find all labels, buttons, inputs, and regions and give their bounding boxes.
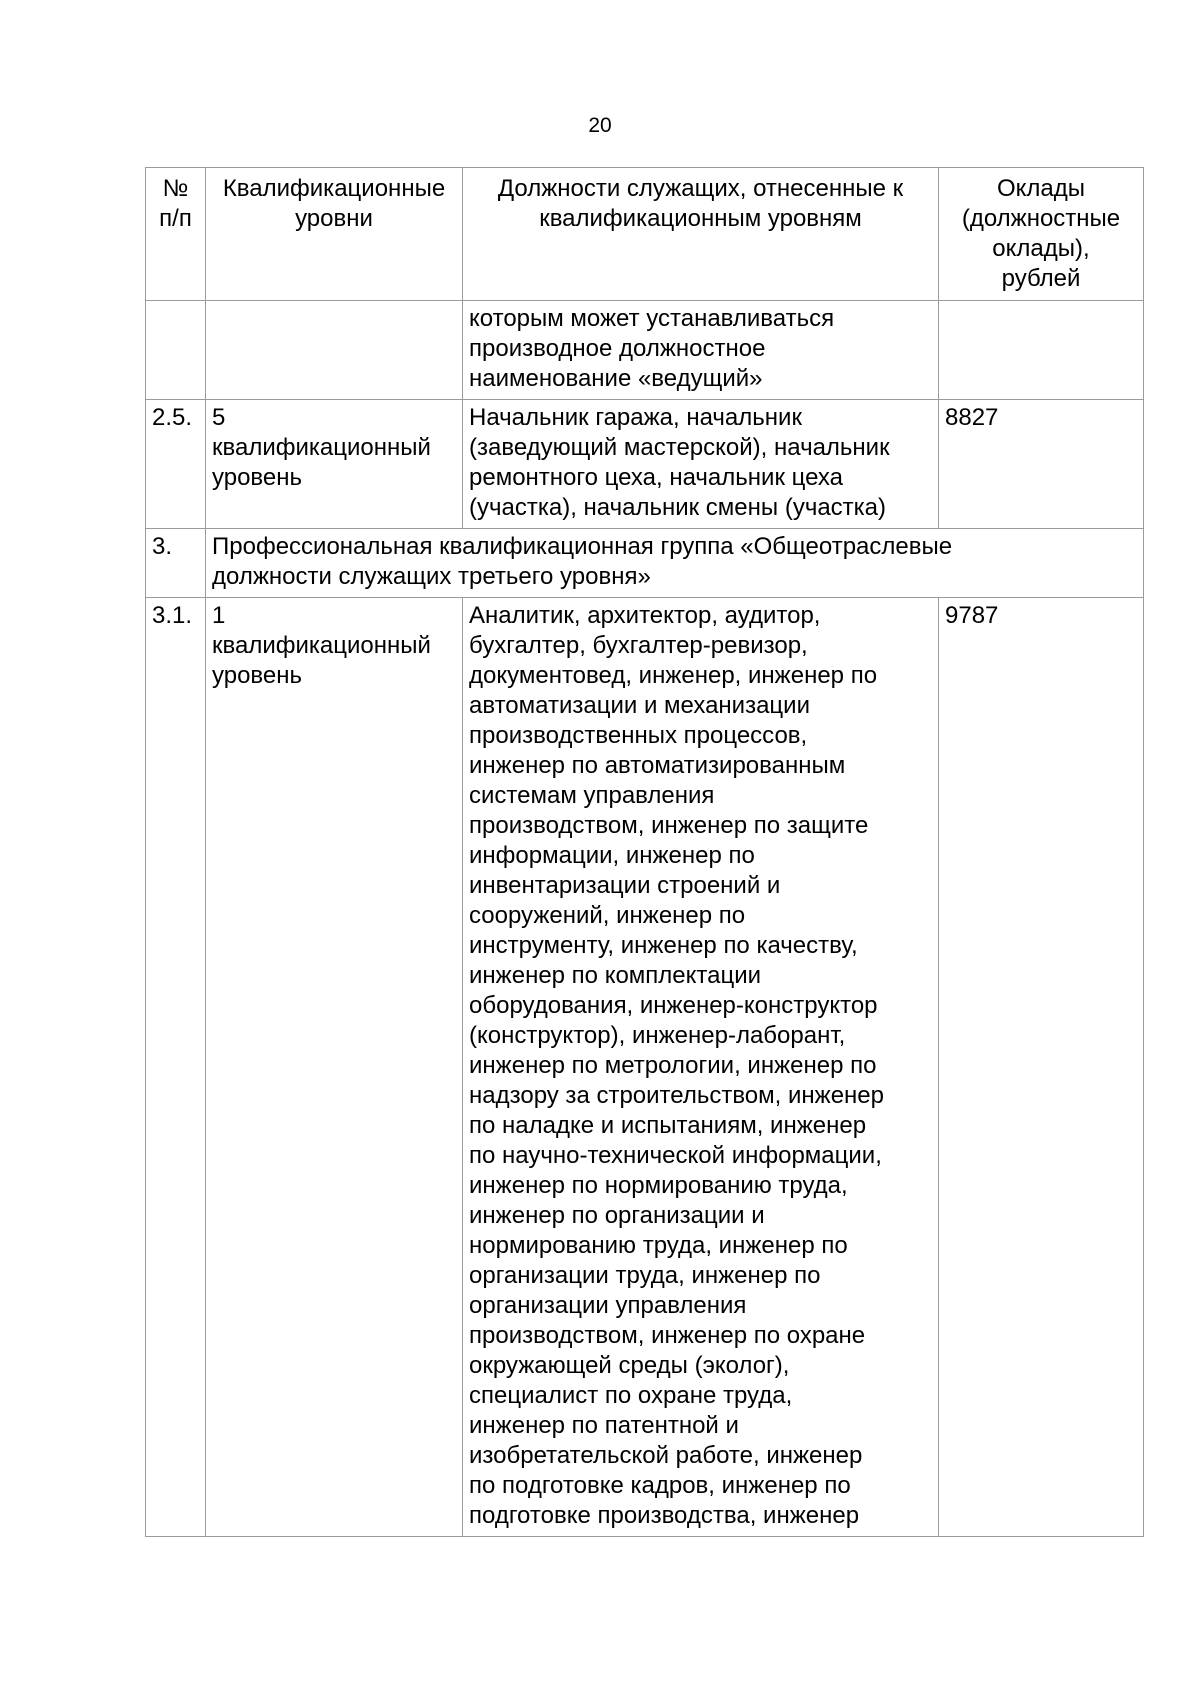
cell-number: 3.1. xyxy=(146,598,206,1537)
header-salary: Оклады (должностные оклады), рублей xyxy=(939,168,1144,301)
header-positions: Должности служащих, отнесенные к квалификационным уровням xyxy=(463,168,939,301)
table-row xyxy=(146,598,1144,1537)
cell-salary: 8827 xyxy=(939,400,1144,529)
table-group-row xyxy=(146,529,1144,598)
cell-salary xyxy=(939,301,1144,400)
page-number: 20 xyxy=(588,114,612,137)
cell-level: 1 квалификационный уровень xyxy=(206,598,463,1537)
cell-number: 2.5. xyxy=(146,400,206,529)
cell-number xyxy=(146,301,206,400)
cell-positions: Аналитик, архитектор, аудитор, бухгалтер, бухгалтер-ревизор, документовед, инженер, инженер по автоматизации и механизации производственных процессов, инженер по автоматизированным системам управления производством, инженер по защите информации, инженер по инвентаризации строений и сооружений, инженер по инструменту, инженер по качеству, инженер по комплектации оборудования, инженер-конструктор (конструктор), инженер-лаборант, инженер по метрологии, инженер по надзору за строительством, инженер по наладке и испытаниям, инженер по научно-технической информации, инженер по нормированию труда, инженер по организации и нормированию труда, инженер по организации труда, инженер по организации управления производством, инженер по охране окружающей среды (эколог), специалист по охране труда, инженер по патентной и изобретательской работе, инженер по подготовке кадров, инженер по подготовке производства, инженер xyxy=(463,598,939,1537)
table-header-row xyxy=(146,168,1144,301)
salary-table xyxy=(145,167,1144,1537)
cell-salary: 9787 xyxy=(939,598,1144,1537)
cell-number: 3. xyxy=(146,529,206,598)
table-row xyxy=(146,400,1144,529)
cell-positions: Начальник гаража, начальник (заведующий мастерской), начальник ремонтного цеха, начальник цеха (участка), начальник смены (участка) xyxy=(463,400,939,529)
cell-group-title: Профессиональная квалификационная группа «Общеотраслевые должности служащих третьего уровня» xyxy=(206,529,1144,598)
header-number: № п/п xyxy=(146,168,206,301)
cell-positions: которым может устанавливаться производное должностное наименование «ведущий» xyxy=(463,301,939,400)
cell-level xyxy=(206,301,463,400)
table-row xyxy=(146,301,1144,400)
header-qualification-levels: Квалификационные уровни xyxy=(206,168,463,301)
cell-level: 5 квалификационный уровень xyxy=(206,400,463,529)
